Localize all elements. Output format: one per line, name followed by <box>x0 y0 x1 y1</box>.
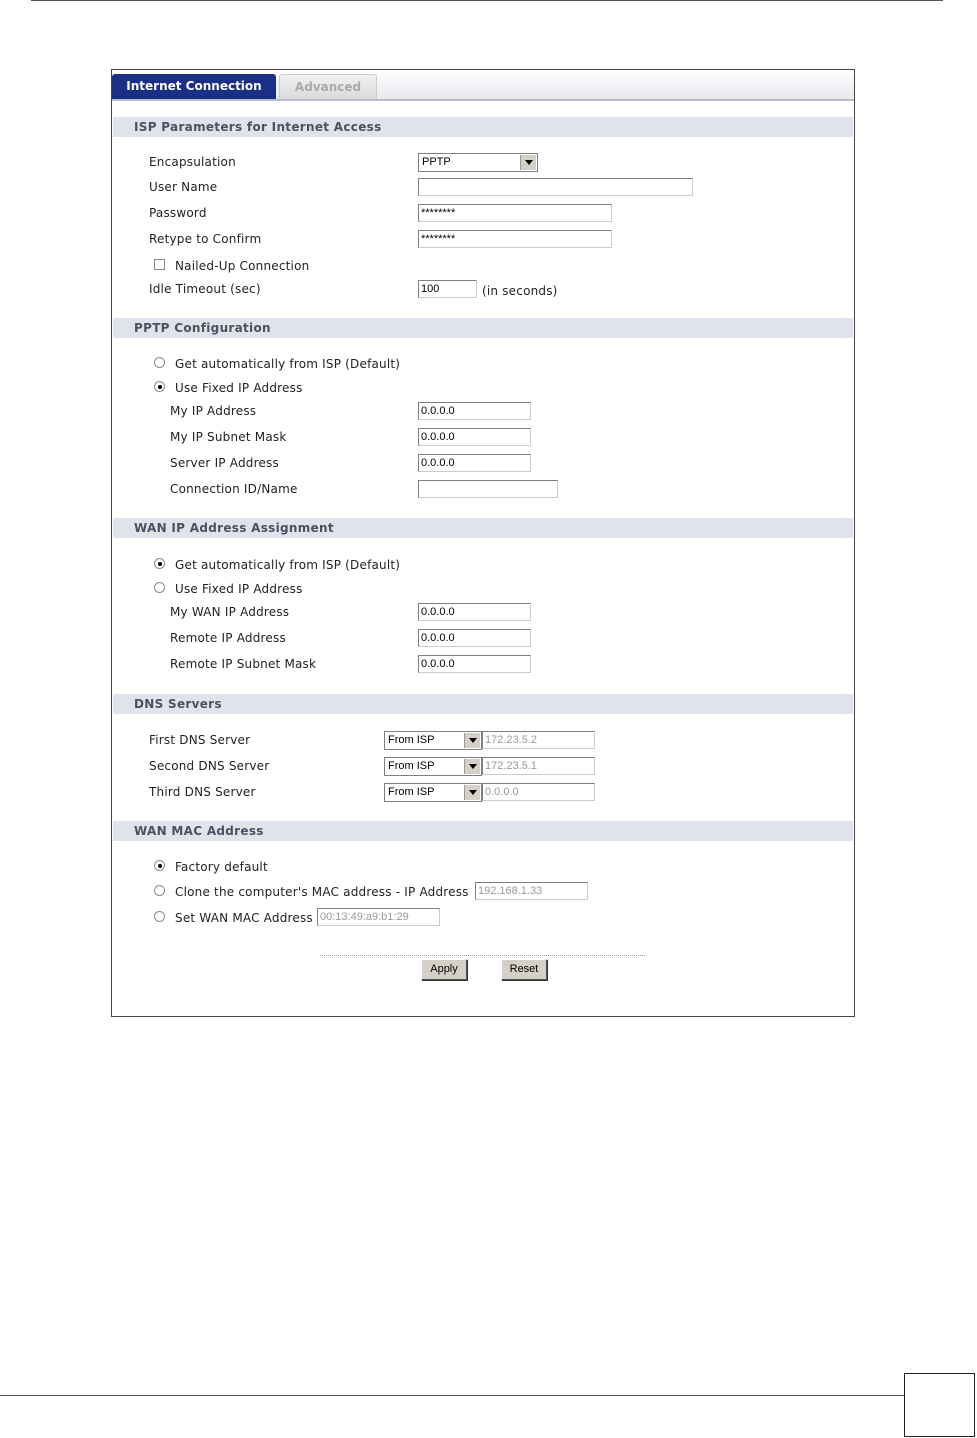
my-ip-input[interactable]: 0.0.0.0 <box>418 402 531 420</box>
config-panel <box>111 69 855 1017</box>
third-dns-mode-select[interactable] <box>384 783 482 802</box>
retype-password-input[interactable]: ******** <box>418 230 612 248</box>
first-dns-input[interactable]: 172.23.5.2 <box>482 731 595 749</box>
section-dns-servers <box>113 694 853 714</box>
first-dns-label: First DNS Server <box>149 733 251 747</box>
username-label: User Name <box>149 180 218 194</box>
nailed-up-label: Nailed-Up Connection <box>175 259 310 273</box>
my-ip-label: My IP Address <box>170 404 257 418</box>
chevron-down-icon <box>464 785 480 800</box>
mac-set-radio[interactable] <box>154 911 165 922</box>
second-dns-mode: From ISP <box>388 760 435 772</box>
mac-set-label: Set WAN MAC Address <box>175 911 313 925</box>
chevron-down-icon <box>464 759 480 774</box>
second-dns-input[interactable]: 172.23.5.1 <box>482 757 595 775</box>
password-label: Password <box>149 206 207 220</box>
apply-button[interactable]: Apply <box>421 959 467 980</box>
button-divider <box>320 955 645 956</box>
reset-button[interactable]: Reset <box>501 959 547 980</box>
section-title: WAN MAC Address <box>134 824 264 838</box>
first-dns-mode: From ISP <box>388 734 435 746</box>
password-input[interactable]: ******** <box>418 204 612 222</box>
tab-underline <box>112 99 854 101</box>
page-number-box <box>904 1373 975 1437</box>
encapsulation-select[interactable] <box>418 153 538 172</box>
tab-bar <box>112 70 854 100</box>
server-ip-input[interactable]: 0.0.0.0 <box>418 454 531 472</box>
idle-timeout-input[interactable]: 100 <box>418 280 477 298</box>
my-wan-ip-input[interactable]: 0.0.0.0 <box>418 603 531 621</box>
tab-internet-connection[interactable]: Internet Connection <box>112 74 276 99</box>
mac-factory-label: Factory default <box>175 860 268 874</box>
second-dns-mode-select[interactable] <box>384 757 482 776</box>
pptp-fixed-radio[interactable] <box>154 381 165 392</box>
third-dns-input[interactable]: 0.0.0.0 <box>482 783 595 801</box>
mac-set-input[interactable]: 00:13:49:a9:b1:29 <box>317 908 440 926</box>
second-dns-label: Second DNS Server <box>149 759 270 773</box>
section-title: ISP Parameters for Internet Access <box>134 120 382 134</box>
top-divider <box>31 0 943 1</box>
pptp-fixed-label: Use Fixed IP Address <box>175 381 303 395</box>
section-wan-mac-address <box>113 821 853 841</box>
my-ip-mask-input[interactable]: 0.0.0.0 <box>418 428 531 446</box>
idle-timeout-unit: (in seconds) <box>482 284 558 298</box>
my-wan-ip-label: My WAN IP Address <box>170 605 290 619</box>
remote-mask-label: Remote IP Subnet Mask <box>170 657 317 671</box>
my-ip-mask-label: My IP Subnet Mask <box>170 430 287 444</box>
connection-id-input[interactable] <box>418 480 558 498</box>
encapsulation-value: PPTP <box>422 156 451 168</box>
section-wan-ip-assignment <box>113 518 853 538</box>
server-ip-label: Server IP Address <box>170 456 279 470</box>
connection-id-label: Connection ID/Name <box>170 482 298 496</box>
nailed-up-checkbox[interactable] <box>154 259 165 270</box>
pptp-auto-label: Get automatically from ISP (Default) <box>175 357 401 371</box>
section-title: WAN IP Address Assignment <box>134 521 334 535</box>
remote-mask-input[interactable]: 0.0.0.0 <box>418 655 531 673</box>
username-input[interactable] <box>418 178 693 196</box>
section-pptp-configuration <box>113 318 853 338</box>
wan-auto-radio[interactable] <box>154 558 165 569</box>
chevron-down-icon <box>464 733 480 748</box>
third-dns-label: Third DNS Server <box>149 785 256 799</box>
wan-fixed-radio[interactable] <box>154 582 165 593</box>
mac-clone-label: Clone the computer's MAC address - IP Address <box>175 885 469 899</box>
tab-advanced[interactable]: Advanced <box>279 74 377 100</box>
idle-timeout-label: Idle Timeout (sec) <box>149 282 261 296</box>
remote-ip-input[interactable]: 0.0.0.0 <box>418 629 531 647</box>
wan-fixed-label: Use Fixed IP Address <box>175 582 303 596</box>
first-dns-mode-select[interactable] <box>384 731 482 750</box>
wan-auto-label: Get automatically from ISP (Default) <box>175 558 401 572</box>
section-title: PPTP Configuration <box>134 321 271 335</box>
retype-label: Retype to Confirm <box>149 232 262 246</box>
section-isp-parameters <box>113 117 853 137</box>
third-dns-mode: From ISP <box>388 786 435 798</box>
bottom-divider <box>0 1395 905 1396</box>
encapsulation-label: Encapsulation <box>149 155 236 169</box>
mac-factory-radio[interactable] <box>154 860 165 871</box>
chevron-down-icon <box>520 155 536 170</box>
mac-clone-ip-input[interactable]: 192.168.1.33 <box>475 882 588 900</box>
pptp-auto-radio[interactable] <box>154 357 165 368</box>
mac-clone-radio[interactable] <box>154 885 165 896</box>
remote-ip-label: Remote IP Address <box>170 631 286 645</box>
section-title: DNS Servers <box>134 697 222 711</box>
